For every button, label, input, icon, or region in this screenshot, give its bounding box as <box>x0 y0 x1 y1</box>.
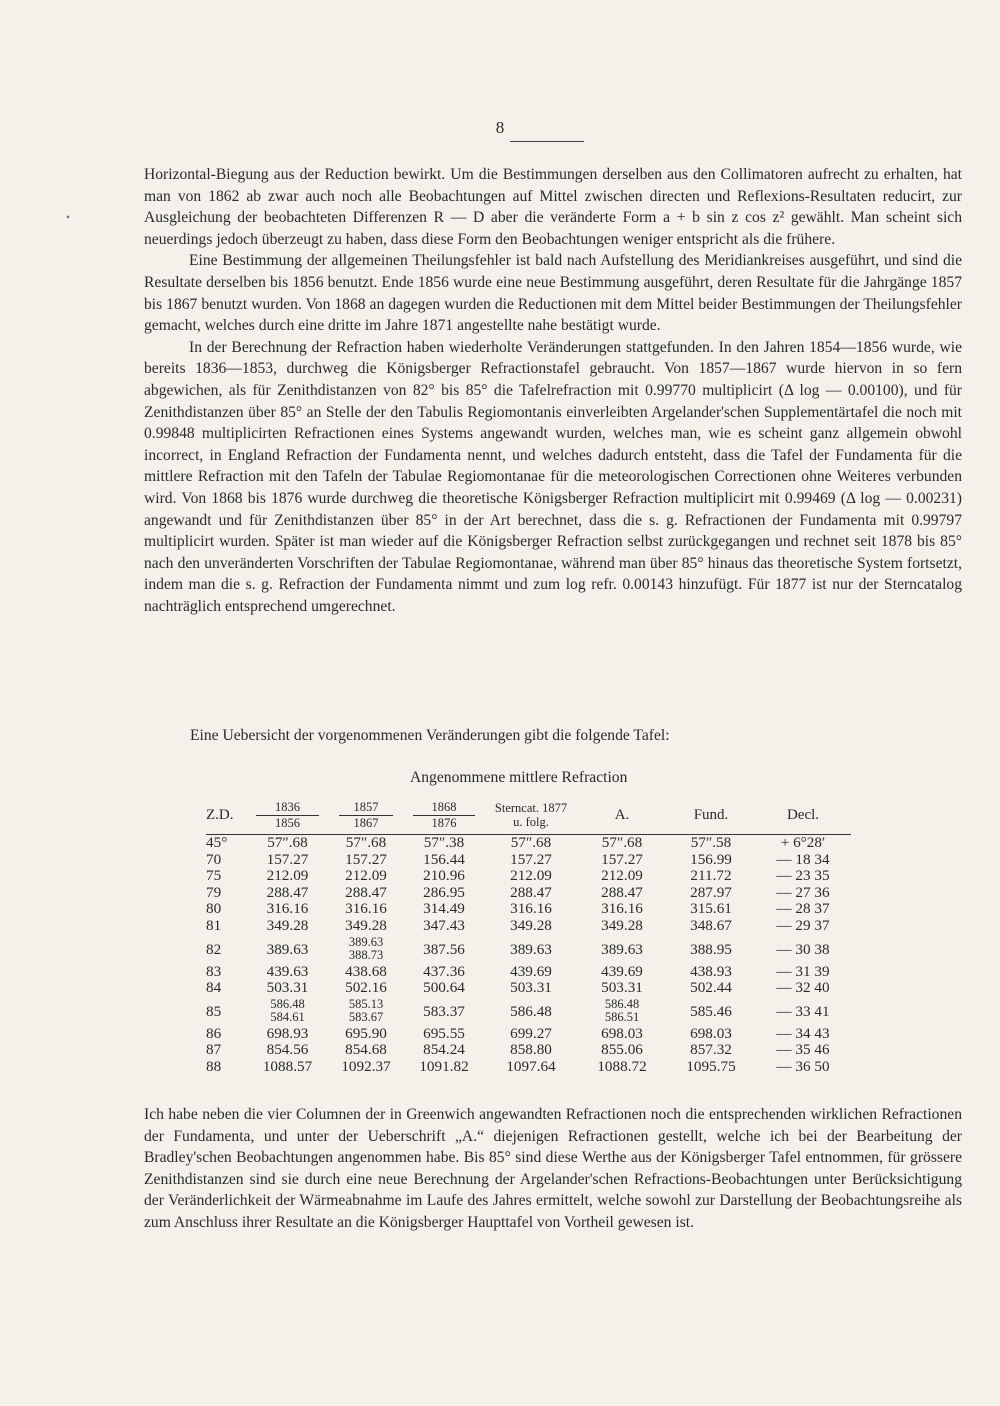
table-header-row <box>206 796 851 835</box>
cell-zd: 83 <box>206 962 222 980</box>
table-cell: 698.93 <box>266 1024 309 1042</box>
table-cell: 858.80 <box>510 1041 552 1059</box>
table-cell: 57″.68 <box>577 835 667 852</box>
table-cell: + 6°28′ <box>755 835 851 852</box>
table-cell: 211.72 <box>690 867 732 885</box>
body-text-bottom <box>144 1104 962 1234</box>
table-cell: 316.16 <box>601 900 643 918</box>
header-col-4-bottom: u. folg. <box>513 815 549 829</box>
table-cell: 389.63 <box>266 940 309 958</box>
table-cell: 57″.58 <box>667 835 755 852</box>
table-cell: 288.47 <box>510 883 552 901</box>
table-cell: 349.28 <box>601 916 643 934</box>
table-cell <box>329 935 403 964</box>
paragraph-1: Horizontal-Biegung aus der Reduction bewirkt. Um die Bestimmungen derselben aus den Collimatoren aufrecht zu erhalten, hat man von 1862 ab zwar auch noch alle Beobachtungen auf Mittel zwischen directen und Reflexions-Resultaten reducirt, zur Ausgleichung der beobachteten Differenzen R — D aber die veränderte Form a + b sin z cos z² gewählt. Man scheint sich neuerdings jedoch überzeugt zu haben, dass diese Form den Beobachtungen weniger entspricht als die frühere. <box>144 166 962 248</box>
table-cell: 585.46 <box>690 1002 732 1020</box>
table-row <box>206 868 851 885</box>
table-cell: 854.68 <box>345 1041 387 1059</box>
table-cell: 316.16 <box>266 900 309 918</box>
cell-value-part: 585.13 <box>348 997 384 1012</box>
table-cell: 583.37 <box>423 1002 465 1020</box>
table-row <box>206 835 851 852</box>
header-col-1-top: 1836 <box>256 800 319 816</box>
table-cell: 503.31 <box>510 979 552 997</box>
table-cell <box>246 997 329 1026</box>
table-cell: 212.09 <box>601 867 643 885</box>
table-cell: 156.99 <box>690 850 732 868</box>
table-body <box>206 835 851 1076</box>
table-row <box>206 997 851 1026</box>
table-cell: 1092.37 <box>341 1057 391 1075</box>
table-row <box>206 1042 851 1059</box>
table-cell <box>329 997 403 1026</box>
table-cell: — 33 41 <box>776 1002 830 1020</box>
table-cell: 288.47 <box>345 883 387 901</box>
table-cell: 1097.64 <box>506 1057 556 1075</box>
margin-mark: • <box>66 210 71 224</box>
table-cell: 502.16 <box>345 979 387 997</box>
table-cell: 157.27 <box>510 850 552 868</box>
table-cell: — 23 35 <box>776 867 830 885</box>
table-cell: 854.24 <box>423 1041 465 1059</box>
cell-zd: 87 <box>206 1041 222 1059</box>
cell-zd: 88 <box>206 1057 222 1075</box>
table-cell: 212.09 <box>345 867 387 885</box>
table-cell: — 27 36 <box>776 883 830 901</box>
table-cell: 288.47 <box>601 883 643 901</box>
table-cell: — 28 37 <box>776 900 830 918</box>
table-row <box>206 901 851 918</box>
table-intro: Eine Uebersicht der vorgenommenen Veränderungen gibt die folgende Tafel: <box>190 727 670 744</box>
table-cell: 57″.68 <box>329 835 403 852</box>
table-cell: — 31 39 <box>776 962 830 980</box>
cell-zd: 86 <box>206 1024 222 1042</box>
table-cell: 157.27 <box>266 850 309 868</box>
table-cell: — 30 38 <box>776 940 830 958</box>
table-cell: 57″.38 <box>403 835 485 852</box>
cell-zd: 80 <box>206 900 222 918</box>
table-cell: 347.43 <box>423 916 465 934</box>
table-cell: — 18 34 <box>776 850 830 868</box>
cell-zd: 79 <box>206 883 222 901</box>
table-cell: — 32 40 <box>776 979 830 997</box>
cell-zd: 81 <box>206 916 222 934</box>
paragraph-4: Ich habe neben die vier Columnen der in Greenwich angewandten Refractionen noch die entsprechenden wirklichen Refractionen der Fundamenta, und unter der Ueberschrift „A.“ diejenigen Refractionen gestellt, welche ich bei der Bearbeitung der Bradley'schen Beobachtungen angenommen habe. Bis 85° sind diese Werthe aus der Königsberger Tafel entnommen, für grössere Zenithdistanzen sind sie durch eine neue Berechnung der Argelander'schen Refractions-Beobachtungen unter Berücksichtigung der Veränderlichkeit der Wärmeabnahme im Laufe des Jahres ermittelt, welche sowohl zur Darstellung der Beobachtungsreihe als zum Anschluss ihrer Resultate an die Königsberger Haupttafel von Vortheil gewesen ist. <box>144 1106 962 1231</box>
header-col-decl: Decl. <box>786 806 820 823</box>
header-col-a: A. <box>614 806 630 823</box>
table-cell: 698.03 <box>690 1024 732 1042</box>
cell-value-part: 583.67 <box>348 1010 384 1025</box>
table-cell: 316.16 <box>510 900 552 918</box>
table-cell: 389.63 <box>601 940 643 958</box>
table-cell: 57″.68 <box>246 835 329 852</box>
table-row <box>206 885 851 902</box>
table-cell: 388.95 <box>690 940 732 958</box>
table-cell: 695.90 <box>345 1024 387 1042</box>
table-cell: 210.96 <box>423 867 465 885</box>
page-number: 8 <box>495 118 505 137</box>
table-cell: 349.28 <box>510 916 552 934</box>
cell-value-part: 586.48 <box>604 997 640 1012</box>
cell-zd: 85 <box>206 1002 222 1020</box>
table-cell: 439.63 <box>266 962 309 980</box>
table-cell: 854.56 <box>266 1041 309 1059</box>
table-cell: 502.44 <box>690 979 732 997</box>
header-col-4 <box>485 796 577 835</box>
table-row <box>206 1026 851 1043</box>
header-col-1-bottom: 1856 <box>275 816 300 830</box>
cell-zd: 84 <box>206 979 222 997</box>
header-zd: Z.D. <box>206 806 234 823</box>
table-cell: 288.47 <box>266 883 309 901</box>
cell-zd: 75 <box>206 867 222 885</box>
table-cell: 503.31 <box>266 979 309 997</box>
header-col-3-top: 1868 <box>413 800 475 816</box>
header-col-3 <box>403 796 485 835</box>
table-row <box>206 1059 851 1076</box>
table-cell: 57″.68 <box>485 835 577 852</box>
table-cell: 157.27 <box>601 850 643 868</box>
table-cell: — 36 50 <box>776 1057 830 1075</box>
table-cell: — 35 46 <box>776 1041 830 1059</box>
table-cell: 500.64 <box>423 979 465 997</box>
header-col-3-bottom: 1876 <box>431 816 457 830</box>
table-cell: 157.27 <box>345 850 387 868</box>
table-cell: 315.61 <box>690 900 732 918</box>
table-row <box>206 964 851 981</box>
table-cell: 503.31 <box>601 979 643 997</box>
page-number-rule <box>510 141 584 142</box>
table-cell: 438.93 <box>690 962 732 980</box>
table-caption: Angenommene mittlere Refraction <box>410 769 628 786</box>
table-cell: 316.16 <box>345 900 387 918</box>
cell-value-part: 584.61 <box>270 1010 305 1025</box>
table-cell: 212.09 <box>510 867 552 885</box>
table-cell: 387.56 <box>423 940 465 958</box>
table-cell: 1091.82 <box>419 1057 469 1075</box>
table-cell: 437.36 <box>423 962 465 980</box>
table-cell: 1095.75 <box>686 1057 736 1075</box>
cell-zd: 45° <box>206 835 246 852</box>
table-cell: 349.28 <box>345 916 387 934</box>
header-col-2-top: 1857 <box>339 800 393 816</box>
table-cell: 1088.57 <box>262 1057 313 1075</box>
header-col-4-top: Sterncat. 1877 <box>494 801 568 815</box>
table-cell: 389.63 <box>510 940 552 958</box>
table-cell: 287.97 <box>690 883 732 901</box>
header-col-2-bottom: 1867 <box>353 816 379 830</box>
table-cell: 156.44 <box>423 850 465 868</box>
table-cell: 314.49 <box>423 900 465 918</box>
table-cell: 857.32 <box>690 1041 732 1059</box>
body-text-top <box>144 164 962 617</box>
table-cell: — 29 37 <box>776 916 830 934</box>
table-row <box>206 852 851 869</box>
cell-value-part: 388.73 <box>348 948 384 963</box>
cell-zd: 82 <box>206 940 222 958</box>
table-cell: 212.09 <box>266 867 309 885</box>
table-row <box>206 980 851 997</box>
paragraph-2: Eine Bestimmung der allgemeinen Theilungsfehler ist bald nach Aufstellung des Meridiankreises ausgeführt, und sind die Resultate derselben bis 1856 benutzt. Ende 1856 wurde eine neue Bestimmung ausgeführt, deren Resultate für die Jahrgänge 1857 bis 1867 benutzt wurden. Von 1868 an dagegen wurden die Reductionen mit dem Mittel beider Bestimmungen der Theilungsfehler gemacht, welches durch eine dritte im Jahre 1871 angestellte nahe bestätigt wurde. <box>144 252 962 335</box>
table-cell <box>577 997 667 1026</box>
cell-value-part: 586.48 <box>270 997 305 1012</box>
header-col-fund: Fund. <box>693 806 729 823</box>
table-cell: 695.55 <box>423 1024 465 1042</box>
header-col-2 <box>329 796 403 835</box>
cell-zd: 70 <box>206 850 222 868</box>
table-cell: 699.27 <box>510 1024 552 1042</box>
cell-value-part: 586.51 <box>604 1010 640 1025</box>
table-cell: 348.67 <box>690 916 732 934</box>
table-cell: 439.69 <box>510 962 552 980</box>
table-cell: 855.06 <box>601 1041 643 1059</box>
header-col-1 <box>246 796 329 835</box>
table-cell: — 34 43 <box>776 1024 830 1042</box>
refraction-table <box>206 796 851 1076</box>
table-cell: 349.28 <box>266 916 309 934</box>
table-cell: 1088.72 <box>597 1057 647 1075</box>
paragraph-3: In der Berechnung der Refraction haben wiederholte Veränderungen stattgefunden. In den Jahren 1854—1856 wurde, wie bereits 1836—1853, durchweg die Königsberger Refractionstafel gebraucht. Von 1857—1867 wurde hiervon in so fern abgewichen, als für Zenithdistanzen von 82° bis 85° die Tafelrefraction mit 0.99770 multiplicirt (Δ log — 0.00100), und für Zenithdistanzen über 85° an Stelle der den Tabulis Regiomontanis einverleibten Argelander'schen Supplementärtafel die noch mit 0.99848 multiplicirten Refractionen eines Systems angewandt wurden, welches man, wie es scheint ganz allgemein obwohl incorrect, in England Refraction der Fundamenta nennt, und welches dadurch entsteht, dass die Tafel der Fundamenta für die mittlere Refraction mit den Tafeln der Tabulae Regiomontanae für die meteorologischen Correctionen ohne Weiteres verbunden wird. Von 1868 bis 1876 wurde durchweg die theoretische Königsberger Refraction multiplicirt mit 0.99469 (Δ log — 0.00231) angewandt und für Zenithdistanzen über 85° in der Art berechnet, dass die s. g. Refractionen der Fundamenta mit 0.99797 multiplicirt wurden. Später ist man wieder auf die Königsberger Refraction selbst zurückgegangen und rechnet seit 1878 bis 85° nach den unveränderten Vorschriften der Tabulae Regiomontanae, während man über 85° hinaus das theoretische System fortsetzt, indem man die s. g. Refraction der Fundamenta nimmt und zum log refr. 0.00143 hinzufügt. Für 1877 ist nur der Sterncatalog nachträglich entsprechend umgerechnet. <box>144 338 962 615</box>
table-cell: 698.03 <box>601 1024 643 1042</box>
table-cell: 286.95 <box>423 883 465 901</box>
table-cell: 439.69 <box>601 962 643 980</box>
cell-value-part: 389.63 <box>348 935 384 950</box>
table-row <box>206 918 851 935</box>
table-row <box>206 935 851 964</box>
table-cell: 586.48 <box>510 1002 552 1020</box>
table-cell: 438.68 <box>345 962 387 980</box>
